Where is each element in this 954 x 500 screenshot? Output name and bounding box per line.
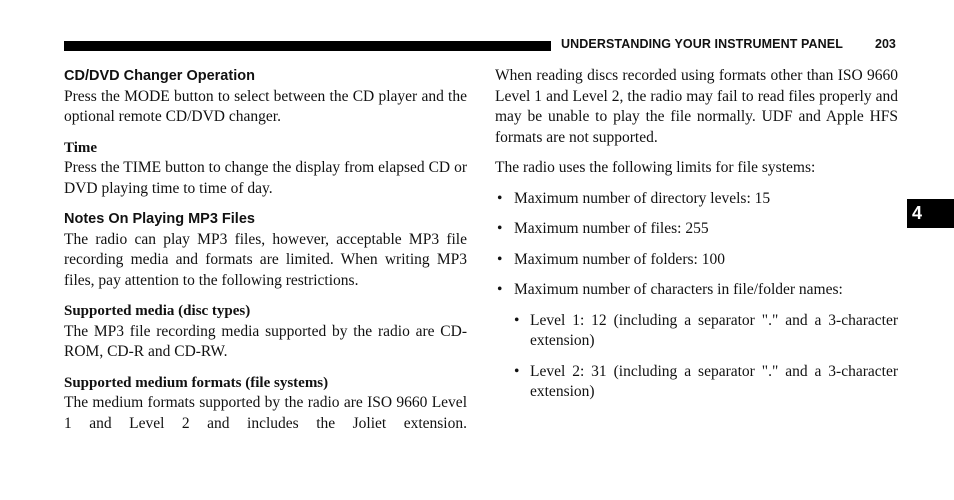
bullet-icon: •	[497, 250, 503, 268]
bullet-icon: •	[497, 189, 503, 207]
paragraph-mp3-notes: The radio can play MP3 files, however, acceptable MP3 file recording media and formats are limited. When writing MP3 files, pay attention to the following restrictions.	[64, 230, 467, 289]
right-column	[495, 66, 898, 413]
section-heading-supported-formats: Supported medium formats (file systems)	[64, 374, 329, 391]
section-heading-cd-dvd-changer: CD/DVD Changer Operation	[64, 68, 255, 84]
left-column	[64, 66, 467, 434]
list-item: • Maximum number of files: 255	[495, 219, 898, 240]
list-item: • Maximum number of directory levels: 15	[495, 189, 898, 210]
header-rule	[64, 41, 551, 51]
section-heading-mp3-notes: Notes On Playing MP3 Files	[64, 211, 255, 227]
list-item: • Maximum number of characters in file/folder names:	[495, 280, 898, 301]
section-heading-time: Time	[64, 139, 98, 156]
chapter-tab-label: 4	[911, 203, 922, 223]
paragraph-supported-media: The MP3 file recording media supported by the radio are CD-ROM, CD-R and CD-RW.	[64, 322, 467, 360]
paragraph-other-formats: When reading discs recorded using formats other than ISO 9660 Level 1 and Level 2, the radio may fail to read files properly and may be unable to play the file normally. UDF and Apple HFS formats are not supported.	[495, 67, 898, 146]
section-heading-supported-media: Supported media (disc types)	[64, 303, 251, 319]
bullet-icon: •	[514, 311, 520, 329]
paragraph-file-system-limits: The radio uses the following limits for file systems:	[495, 159, 816, 176]
chapter-tab	[907, 199, 954, 228]
paragraph-cd-dvd-changer: Press the MODE button to select between the CD player and the optional remote CD/DVD changer.	[64, 87, 467, 125]
list-item: • Level 1: 12 (including a separator "." and a 3-character extension)	[514, 311, 898, 349]
bullet-icon: •	[497, 281, 503, 298]
bullet-icon: •	[497, 220, 503, 237]
page-number: 203	[875, 37, 896, 51]
paragraph-supported-formats: The medium formats supported by the radio are ISO 9660 Level 1 and Level 2 and includes the Joliet extension.	[64, 394, 467, 432]
bullet-icon: •	[514, 362, 520, 380]
list-item: • Level 2: 31 (including a separator "." and a 3-character extension)	[514, 362, 898, 400]
paragraph-time: Press the TIME button to change the display from elapsed CD or DVD playing time to time of day.	[64, 159, 467, 197]
limits-list	[495, 189, 898, 301]
name-length-sublist	[512, 311, 898, 403]
list-item: • Maximum number of folders: 100	[495, 250, 898, 271]
running-header-title: UNDERSTANDING YOUR INSTRUMENT PANEL	[561, 37, 843, 51]
